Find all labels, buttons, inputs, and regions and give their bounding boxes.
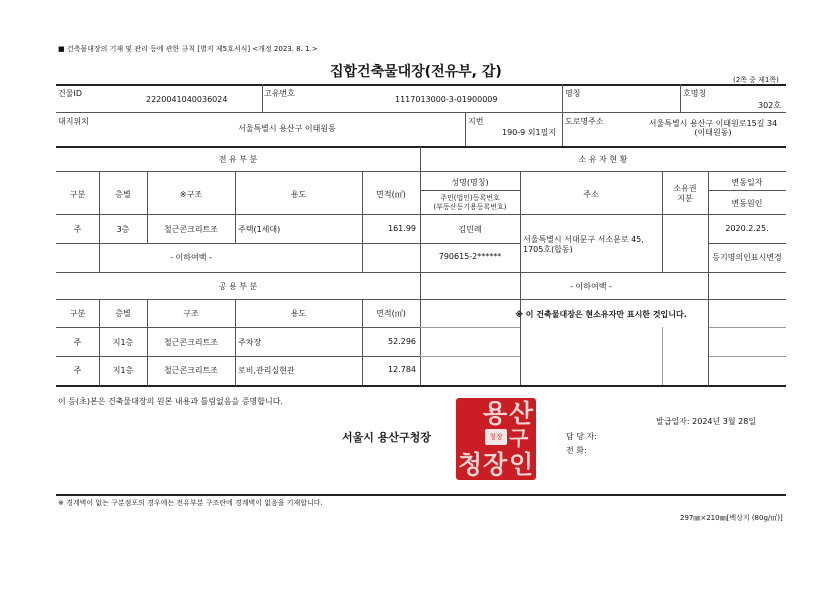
owner-header-share-1: 소유권	[673, 184, 697, 193]
owner-header-date: 변동일자	[731, 178, 763, 187]
common-header-struct: 구조	[183, 309, 199, 318]
site-value: 서울특별시 용산구 이태원동	[238, 124, 336, 133]
common-row-2-floor: 지1층	[112, 366, 134, 375]
common-header-area: 면적(㎡)	[376, 309, 406, 318]
footnote: ※ 경계벽이 없는 구분점포의 경우에는 전유부분 구조란에 경계벽이 없음을 기재합니다.	[58, 499, 323, 507]
exclusive-blank: - 이하여백 -	[170, 253, 212, 262]
owner-header-address: 주소	[583, 190, 599, 199]
seal-char-5: 장	[483, 450, 508, 479]
exclusive-header-floor: 층별	[115, 190, 131, 199]
common-header-use: 용도	[290, 309, 307, 318]
ho-label: 호명칭	[683, 89, 707, 98]
exclusive-header-use: 용도	[290, 190, 307, 199]
common-header-floor: 층별	[115, 309, 131, 318]
owner-header-reason: 변동원인	[731, 199, 763, 208]
phone-label: 전 화:	[566, 446, 587, 455]
official-seal	[456, 398, 536, 480]
owner-notice: ※ 이 건축물대장은 현소유자만 표시한 것입니다.	[515, 310, 687, 319]
seal-char-4: 청	[458, 450, 483, 479]
common-row-1-use: 주차장	[238, 338, 262, 347]
seal-char-3: 구	[509, 426, 529, 450]
unique-no-label: 고유번호	[264, 89, 295, 98]
common-row-2-struct: 철근콘크리트조	[163, 366, 219, 375]
exclusive-header-struct: ※구조	[179, 190, 203, 199]
exclusive-row-area: 161.99	[388, 224, 416, 233]
common-row-2-use: 로비,관리실현관	[238, 366, 295, 375]
certification-text: 이 등(초)본은 건축물대장의 원본 내용과 틀림없음을 증명합니다.	[58, 397, 283, 406]
unique-no-value: 1117013000-3-01900009	[395, 95, 498, 104]
name-label: 명칭	[565, 89, 581, 98]
page-indicator: (2쪽 중 제1쪽)	[733, 76, 779, 84]
common-row-1-floor: 지1층	[112, 338, 134, 347]
common-row-1-area: 52.296	[388, 337, 416, 346]
lot-value: 190-9 외1필지	[502, 128, 557, 137]
lot-label: 지번	[468, 117, 484, 126]
owner-section-title: 소 유 자 현 황	[578, 155, 628, 164]
issuer-name: 서울시 용산구청장	[342, 431, 431, 444]
owner-address-1: 서울특별시 서대문구 서소문로 45,	[523, 235, 644, 244]
ho-value: 302호	[758, 101, 781, 110]
owner-name: 김민례	[458, 225, 482, 234]
road-label: 도로명주소	[565, 117, 604, 126]
owner-id: 790615-2******	[438, 252, 502, 261]
site-label: 대지위치	[58, 117, 89, 126]
owner-address-2: 1705호(합동)	[523, 245, 573, 254]
paper-spec: 297㎜×210㎜[백상지 (80g/㎡)]	[680, 514, 783, 522]
road-line2: (이태원동)	[694, 128, 732, 137]
common-row-2-area: 12.784	[388, 365, 416, 374]
exclusive-row-div: 주	[73, 225, 82, 234]
contact-person-label: 담 당 자:	[566, 432, 597, 441]
common-row-2-div: 주	[73, 366, 82, 375]
seal-char-6: 인	[509, 450, 534, 479]
exclusive-section-title: 전 유 부 분	[218, 155, 258, 164]
exclusive-row-floor: 3층	[116, 225, 130, 234]
common-section-title: 공 용 부 분	[218, 282, 258, 291]
seal-char-1: 용	[483, 399, 508, 428]
document-title: 집합건축물대장(전유부, 갑)	[330, 64, 502, 80]
owner-header-name: 성명(명칭)	[451, 178, 489, 187]
common-row-1-struct: 철근콘크리트조	[163, 338, 219, 347]
owner-header-id-2: (부동산등기용등록번호)	[433, 203, 507, 211]
issue-date: 발급일자: 2024년 3월 28일	[656, 417, 757, 426]
exclusive-header-div: 구분	[69, 190, 86, 199]
road-line1: 서울특별시 용산구 이태원로15길 34	[648, 119, 778, 128]
common-header-div: 구분	[69, 309, 86, 318]
building-id-value: 2220041040036024	[146, 95, 228, 104]
owner-change-date: 2020.2.25.	[725, 224, 769, 233]
owner-header-share-2: 지분	[677, 194, 693, 203]
building-id-label: 건물ID	[58, 89, 82, 98]
exclusive-header-area: 면적(㎡)	[376, 190, 406, 199]
seal-char-2: 산	[509, 399, 534, 428]
exclusive-row-struct: 철근콘크리트조	[163, 225, 219, 234]
owner-change-reason: 등기명의인표시변경	[712, 253, 782, 262]
regulation-note: ■ 건축물대장의 기재 및 관리 등에 관한 규칙 [별지 제5호서식] <개정 2023. 8. 1.>	[58, 45, 318, 53]
exclusive-row-use: 주택(1세대)	[238, 225, 281, 234]
seal-center-text: 청장	[485, 429, 507, 445]
common-row-1-div: 주	[73, 338, 82, 347]
owner-blank: - 이하여백 -	[570, 282, 612, 291]
owner-header-id-1: 주민(법인)등록번호	[440, 194, 500, 202]
